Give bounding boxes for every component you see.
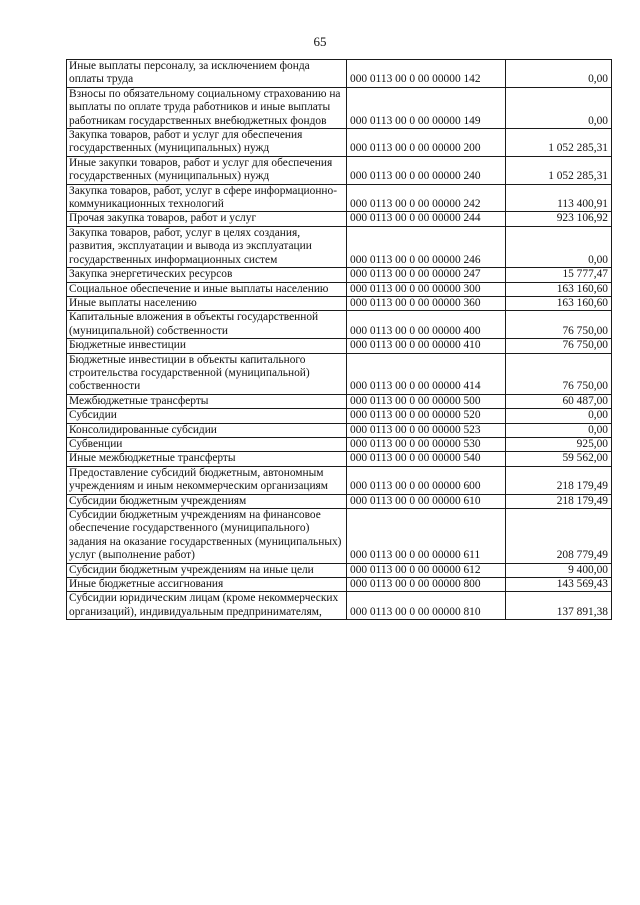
row-code-cell: 000 0113 00 0 00 00000 410	[347, 339, 506, 353]
table-row	[67, 282, 612, 296]
row-code-cell: 000 0113 00 0 00 00000 611	[347, 509, 506, 564]
row-code-cell: 000 0113 00 0 00 00000 612	[347, 563, 506, 577]
row-code-cell: 000 0113 00 0 00 00000 242	[347, 184, 506, 212]
row-amount-cell: 76 750,00	[506, 339, 612, 353]
row-amount-cell: 9 400,00	[506, 563, 612, 577]
row-name-cell: Социальное обеспечение и иные выплаты населению	[67, 282, 347, 296]
table-row	[67, 268, 612, 282]
budget-table	[66, 59, 612, 620]
table-row	[67, 212, 612, 226]
row-amount-cell: 925,00	[506, 437, 612, 451]
row-amount-cell: 76 750,00	[506, 311, 612, 339]
table-row	[67, 563, 612, 577]
table-row	[67, 60, 612, 88]
row-name-cell: Субсидии бюджетным учреждениям на иные цели	[67, 563, 347, 577]
row-code-cell: 000 0113 00 0 00 00000 530	[347, 437, 506, 451]
row-amount-cell: 1 052 285,31	[506, 156, 612, 184]
row-code-cell: 000 0113 00 0 00 00000 523	[347, 423, 506, 437]
row-name-cell: Капитальные вложения в объекты государственной (муниципальной) собственности	[67, 311, 347, 339]
row-amount-cell: 59 562,00	[506, 452, 612, 466]
row-name-cell: Межбюджетные трансферты	[67, 394, 347, 408]
row-amount-cell: 0,00	[506, 423, 612, 437]
row-name-cell: Бюджетные инвестиции в объекты капитального строительства государственной (муниципальной) собственности	[67, 353, 347, 394]
table-row	[67, 353, 612, 394]
table-row	[67, 578, 612, 592]
table-row	[67, 339, 612, 353]
row-amount-cell: 1 052 285,31	[506, 129, 612, 157]
table-row	[67, 423, 612, 437]
row-amount-cell: 76 750,00	[506, 353, 612, 394]
row-name-cell: Иные закупки товаров, работ и услуг для обеспечения государственных (муниципальных) нужд	[67, 156, 347, 184]
row-name-cell: Взносы по обязательному социальному страхованию на выплаты по оплате труда работников и иные выплаты работникам государственных внебюджетных фондов	[67, 87, 347, 128]
table-row	[67, 156, 612, 184]
table-row	[67, 87, 612, 128]
table-row	[67, 466, 612, 494]
table-row	[67, 311, 612, 339]
row-amount-cell: 143 569,43	[506, 578, 612, 592]
table-row	[67, 494, 612, 508]
row-code-cell: 000 0113 00 0 00 00000 300	[347, 282, 506, 296]
table-row	[67, 509, 612, 564]
row-code-cell: 000 0113 00 0 00 00000 149	[347, 87, 506, 128]
row-name-cell: Иные выплаты персоналу, за исключением фонда оплаты труда	[67, 60, 347, 88]
row-amount-cell: 0,00	[506, 87, 612, 128]
row-amount-cell: 218 179,49	[506, 466, 612, 494]
table-row	[67, 226, 612, 267]
row-amount-cell: 15 777,47	[506, 268, 612, 282]
row-name-cell: Закупка товаров, работ, услуг в сфере информационно-коммуникационных технологий	[67, 184, 347, 212]
row-code-cell: 000 0113 00 0 00 00000 610	[347, 494, 506, 508]
row-name-cell: Закупка товаров, работ, услуг в целях создания, развития, эксплуатации и вывода из эксплуатации государственных информационных систем	[67, 226, 347, 267]
row-amount-cell: 163 160,60	[506, 296, 612, 310]
table-row	[67, 129, 612, 157]
page-number: 65	[313, 34, 327, 49]
row-name-cell: Субсидии бюджетным учреждениям на финансовое обеспечение государственного (муниципального) задания на оказание государственных (муниципальных) услуг (выполнение работ)	[67, 509, 347, 564]
row-name-cell: Субсидии	[67, 409, 347, 423]
row-code-cell: 000 0113 00 0 00 00000 240	[347, 156, 506, 184]
row-name-cell: Иные выплаты населению	[67, 296, 347, 310]
row-name-cell: Закупка энергетических ресурсов	[67, 268, 347, 282]
row-code-cell: 000 0113 00 0 00 00000 142	[347, 60, 506, 88]
table-row	[67, 592, 612, 620]
row-amount-cell: 113 400,91	[506, 184, 612, 212]
table-row	[67, 452, 612, 466]
row-name-cell: Субсидии бюджетным учреждениям	[67, 494, 347, 508]
table-row	[67, 394, 612, 408]
budget-table-body	[67, 60, 612, 620]
row-amount-cell: 0,00	[506, 226, 612, 267]
row-code-cell: 000 0113 00 0 00 00000 244	[347, 212, 506, 226]
row-amount-cell: 208 779,49	[506, 509, 612, 564]
table-row	[67, 437, 612, 451]
row-name-cell: Прочая закупка товаров, работ и услуг	[67, 212, 347, 226]
row-code-cell: 000 0113 00 0 00 00000 246	[347, 226, 506, 267]
row-code-cell: 000 0113 00 0 00 00000 200	[347, 129, 506, 157]
row-code-cell: 000 0113 00 0 00 00000 247	[347, 268, 506, 282]
row-code-cell: 000 0113 00 0 00 00000 400	[347, 311, 506, 339]
row-amount-cell: 60 487,00	[506, 394, 612, 408]
row-code-cell: 000 0113 00 0 00 00000 414	[347, 353, 506, 394]
row-name-cell: Иные межбюджетные трансферты	[67, 452, 347, 466]
row-code-cell: 000 0113 00 0 00 00000 360	[347, 296, 506, 310]
row-amount-cell: 137 891,38	[506, 592, 612, 620]
row-code-cell: 000 0113 00 0 00 00000 520	[347, 409, 506, 423]
row-name-cell: Субсидии юридическим лицам (кроме некоммерческих организаций), индивидуальным предпринимателям,	[67, 592, 347, 620]
row-amount-cell: 218 179,49	[506, 494, 612, 508]
row-name-cell: Закупка товаров, работ и услуг для обеспечения государственных (муниципальных) нужд	[67, 129, 347, 157]
row-code-cell: 000 0113 00 0 00 00000 600	[347, 466, 506, 494]
row-name-cell: Предоставление субсидий бюджетным, автономным учреждениям и иным некоммерческим организациям	[67, 466, 347, 494]
row-amount-cell: 0,00	[506, 409, 612, 423]
row-name-cell: Иные бюджетные ассигнования	[67, 578, 347, 592]
row-name-cell: Консолидированные субсидии	[67, 423, 347, 437]
row-code-cell: 000 0113 00 0 00 00000 540	[347, 452, 506, 466]
table-row	[67, 409, 612, 423]
row-amount-cell: 163 160,60	[506, 282, 612, 296]
row-name-cell: Субвенции	[67, 437, 347, 451]
row-amount-cell: 0,00	[506, 60, 612, 88]
row-amount-cell: 923 106,92	[506, 212, 612, 226]
row-code-cell: 000 0113 00 0 00 00000 800	[347, 578, 506, 592]
row-code-cell: 000 0113 00 0 00 00000 810	[347, 592, 506, 620]
row-code-cell: 000 0113 00 0 00 00000 500	[347, 394, 506, 408]
table-row	[67, 296, 612, 310]
table-row	[67, 184, 612, 212]
row-name-cell: Бюджетные инвестиции	[67, 339, 347, 353]
